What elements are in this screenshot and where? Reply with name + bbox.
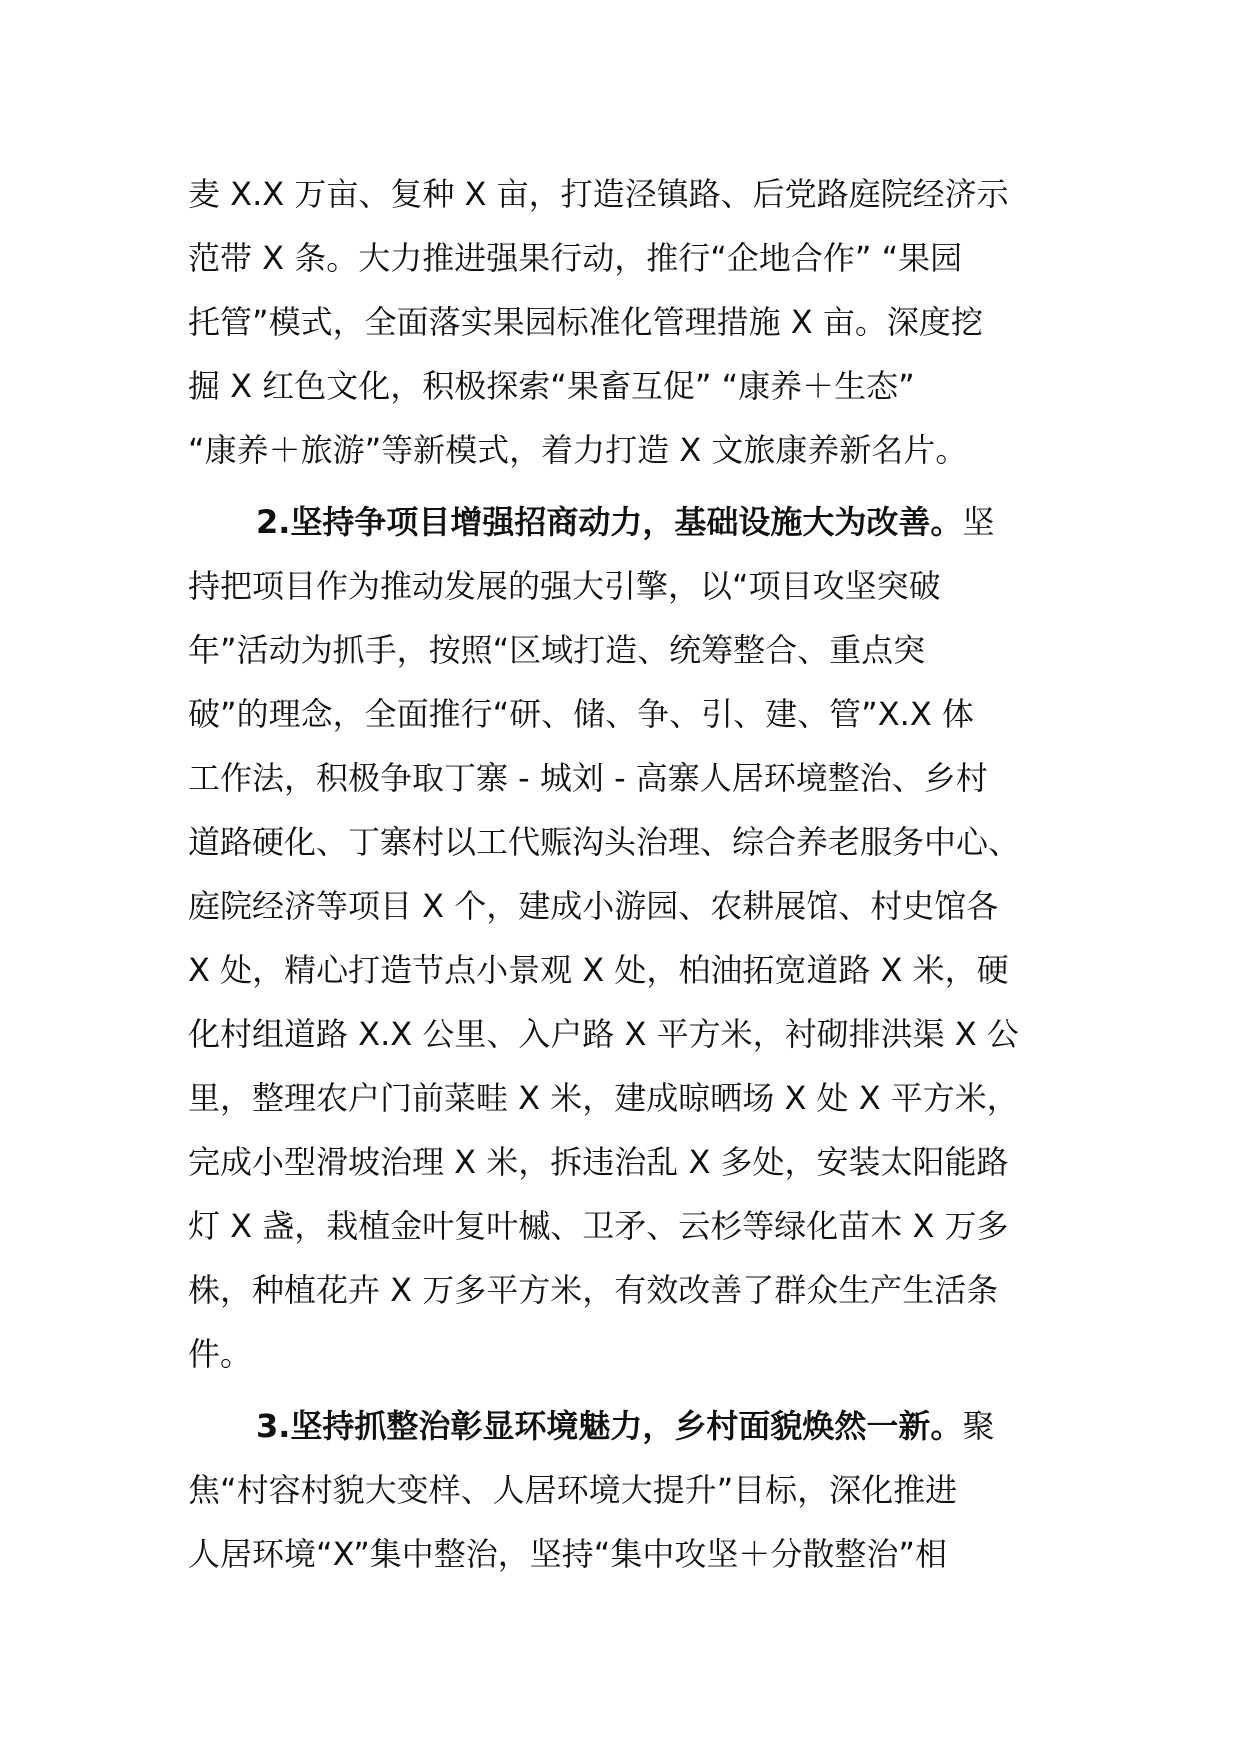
paragraph-2-line-3: 年”活动为抓手，按照“区域打造、统筹整合、重点突: [188, 631, 926, 669]
paragraph-3-heading: 3.坚持抓整治彰显环境魅力，乡村面貌焕然一新。: [256, 1407, 963, 1445]
paragraph-1-line-5: “康养＋旅游”等新模式，着力打造 X 文旅康养新名片。: [188, 431, 968, 469]
paragraph-3-first-line-rest: 聚: [962, 1407, 995, 1445]
paragraph-1-line-3: 托管”模式，全面落实果园标准化管理措施 X 亩。深度挖: [188, 303, 983, 341]
paragraph-2-line-8: X 处，精心打造节点小景观 X 处，柏油拓宽道路 X 米，硬: [188, 951, 1009, 989]
paragraph-2-line-4: 破”的理念，全面推行“研、储、争、引、建、管”X.X 体: [188, 695, 974, 733]
paragraph-2-line-6: 道路硬化、丁寨村以工代赈沟头治理、综合养老服务中心、: [188, 823, 1021, 861]
paragraph-2-line-12: 灯 X 盏，栽植金叶复叶槭、卫矛、云杉等绿化苗木 X 万多: [188, 1207, 1009, 1245]
paragraph-2-first-line-rest: 坚: [962, 503, 995, 541]
paragraph-2-line-10: 里，整理农户门前菜畦 X 米，建成晾晒场 X 处 X 平方米，: [188, 1079, 1019, 1117]
paragraph-2-line-11: 完成小型滑坡治理 X 米，拆违治乱 X 多处，安装太阳能路: [188, 1143, 1009, 1181]
paragraph-2-line-13: 株，种植花卉 X 万多平方米，有效改善了群众生产生活条: [188, 1271, 999, 1309]
paragraph-1-line-2: 范带 X 条。大力推进强果行动，推行“企地合作” “果园: [188, 239, 963, 277]
paragraph-3-first-line: [256, 1394, 994, 1458]
paragraph-3-line-2: 焦“村容村貌大变样、人居环境大提升”目标，深化推进: [188, 1471, 958, 1509]
paragraph-2-first-line: [256, 490, 994, 554]
paragraph-2-heading: 2.坚持争项目增强招商动力，基础设施大为改善。: [256, 503, 963, 541]
paragraph-2-line-9: 化村组道路 X.X 公里、入户路 X 平方米，衬砌排洪渠 X 公: [188, 1015, 1019, 1053]
paragraph-2-line-14: 件。: [188, 1335, 253, 1373]
paragraph-2-line-7: 庭院经济等项目 X 个，建成小游园、农耕展馆、村史馆各: [188, 887, 999, 925]
paragraph-1-line-1: 麦 X.X 万亩、复种 X 亩，打造泾镇路、后党路庭院经济示: [188, 175, 1009, 213]
paragraph-2-line-5: 工作法，积极争取丁寨 - 城刘 - 高寨人居环境整治、乡村: [188, 759, 988, 797]
paragraph-2-line-2: 持把项目作为推动发展的强大引擎，以“项目攻坚突破: [188, 567, 941, 605]
paragraph-1-line-4: 掘 X 红色文化，积极探索“果畜互促” “康养＋生态”: [188, 367, 915, 405]
paragraph-3-line-3: 人居环境“X”集中整治，坚持“集中攻坚＋分散整治”相: [188, 1535, 947, 1573]
